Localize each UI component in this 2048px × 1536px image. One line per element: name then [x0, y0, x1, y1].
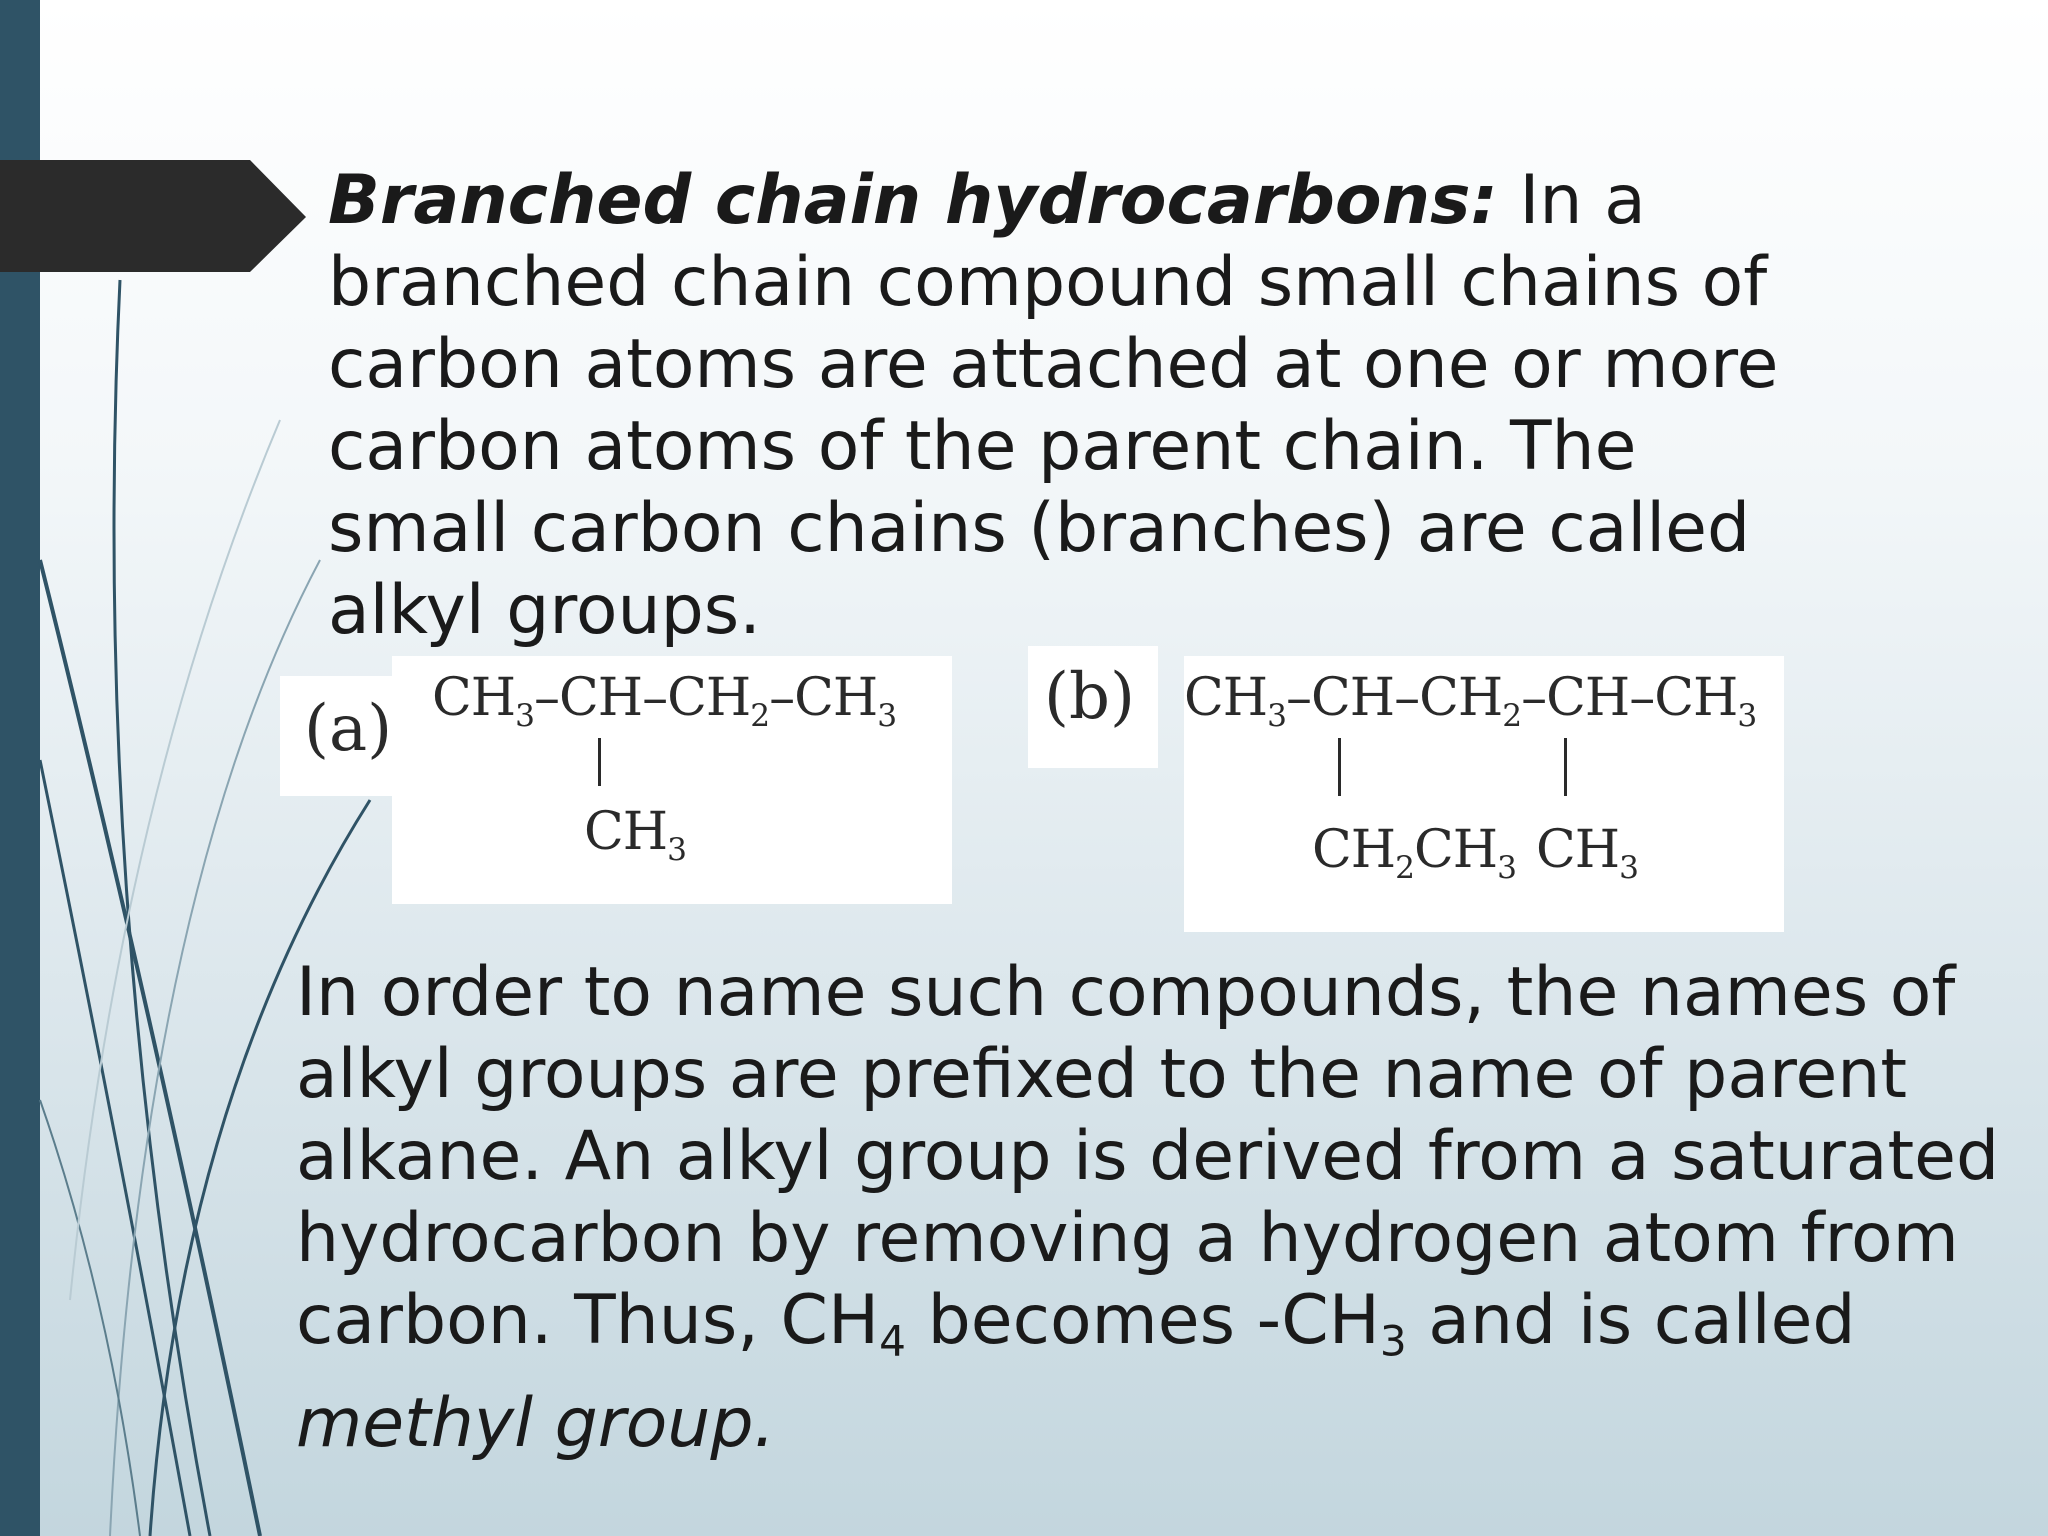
- methyl-group-term: methyl group.: [296, 1383, 776, 1463]
- naming-paragraph: In order to name such compounds, the names of alkyl groups are prefixed to the name of parent alkane. An alkyl group is derived from a saturated hydrocarbon by removing a hydrogen atom from carbon. Thus, $CH_4$ becomes $-CH_3$ and is called methyl group.: [296, 953, 2000, 1463]
- figure-b-label: (b): [1044, 660, 1135, 734]
- slide-heading: Branched chain hydrocarbons:: [328, 161, 1498, 240]
- figure-b-structure: [1184, 656, 1784, 932]
- figure-a-branch: $CH_3$: [584, 802, 686, 868]
- figure-b-branch-bond-1: [1338, 738, 1341, 796]
- figure-b-main-chain: $CH_3-CH-CH_2-CH-CH_3$: [1184, 668, 1757, 734]
- intro-paragraph: [328, 160, 1828, 652]
- figure-a-structure: [392, 656, 952, 904]
- figure-b-branch-bond-2: [1564, 738, 1567, 796]
- figure-a-branch-bond: [598, 738, 601, 786]
- figure-a-label-box: [280, 676, 396, 796]
- figure-b-label-box: [1028, 646, 1158, 768]
- figure-a-main-chain: $CH_3-CH-CH_2-CH_3$: [432, 668, 897, 734]
- intro-text: In a branched chain compound small chains of carbon atoms are attached at one or more carbon atoms of the parent chain. The small carbon chains (branches) are called alkyl groups.: [328, 161, 1779, 650]
- figure-a-label: (a): [304, 692, 393, 766]
- figure-b-branch-1: $CH_2CH_3$: [1312, 820, 1516, 886]
- figure-b-branch-2: $CH_3$: [1536, 820, 1638, 886]
